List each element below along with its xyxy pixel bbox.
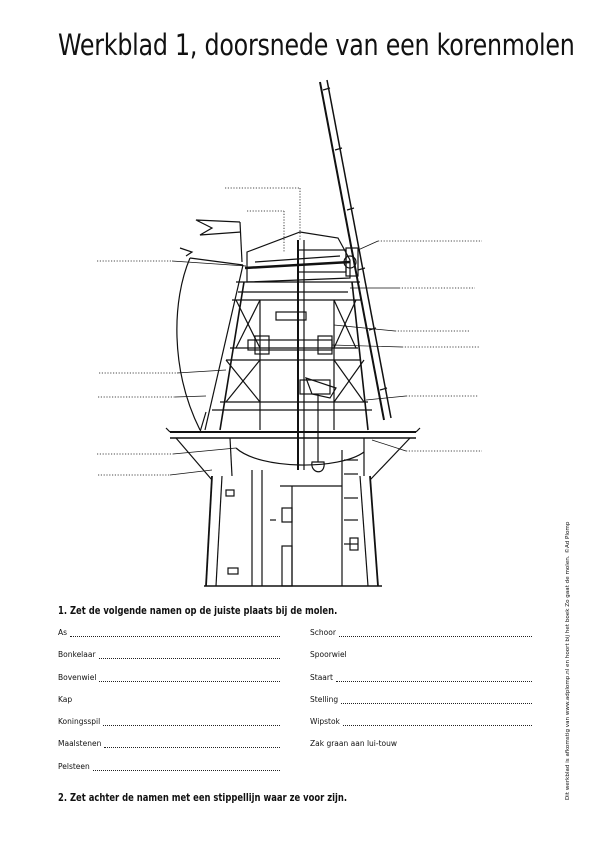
name-row-kap [58,695,280,717]
name-row-wipstok [310,717,532,739]
question-2: 2. Zet achter de namen met een stippellijn waar ze voor zijn. [58,792,348,804]
answer-dotted-line[interactable] [336,674,532,682]
names-list-left [58,628,280,784]
name-label: Stelling [310,694,339,704]
name-label: Staart [310,672,333,682]
name-label: As [58,628,68,637]
answer-dotted-line[interactable] [341,696,532,704]
windmill-cross-section-drawing [0,70,595,590]
name-label: Zak graan aan lui-touw [310,739,398,749]
answer-dotted-line[interactable] [339,629,532,637]
name-label: Spoorwiel [310,650,347,660]
answer-dotted-line[interactable] [104,740,280,748]
name-row-stelling [310,695,532,717]
name-row-staart [310,673,532,695]
name-row-maalstenen [58,739,280,761]
name-label: Koningsspil [58,717,101,727]
names-list-right [310,628,532,762]
credit-note: Dit werkblad is afkomstig van www.adplomp.nl en hoort bij het boek Zo gaat de molen. ©Ad Plomp [565,521,571,800]
name-row-pelsteen [58,762,280,784]
question-1: 1. Zet de volgende namen op de juiste plaats bij de molen. [58,605,338,617]
name-label: Bovenwiel [58,672,97,682]
name-label: Schoor [310,628,336,637]
page-title: Werkblad 1, doorsnede van een korenmolen [58,28,575,62]
name-row-schoor [310,628,532,650]
answer-dotted-line[interactable] [99,674,280,682]
name-label: Pelsteen [58,761,90,771]
answer-dotted-line[interactable] [103,718,280,726]
answer-dotted-line[interactable] [343,718,532,726]
name-label: Bonkelaar [58,650,96,660]
name-row-spoorwiel [310,650,532,672]
name-row-as [58,628,280,650]
answer-dotted-line[interactable] [70,629,280,637]
answer-dotted-line[interactable] [99,651,280,659]
name-row-bovenwiel [58,673,280,695]
answer-dotted-line[interactable] [93,763,280,771]
name-row-zak-graan [310,739,532,761]
name-label: Maalstenen [58,739,102,749]
name-row-koningsspil [58,717,280,739]
name-row-bonkelaar [58,650,280,672]
name-label: Wipstok [310,717,340,727]
name-label: Kap [58,694,73,704]
